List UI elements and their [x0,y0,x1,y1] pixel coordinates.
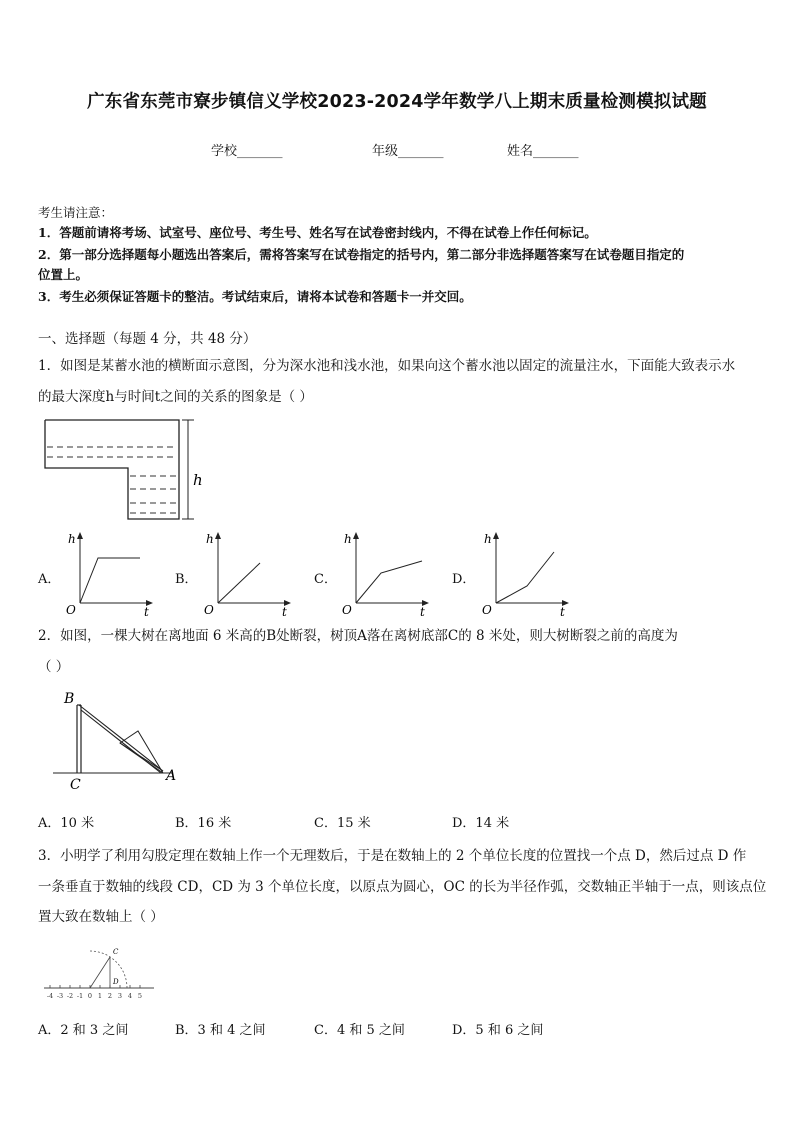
tick-label: 0 [87,992,93,1000]
option-b-t: t [282,605,287,618]
option-c-h: h [344,532,352,546]
pool-cross-section-figure [40,415,220,525]
tick-label: 3 [117,992,123,1000]
question-2-text-cont: （ ） [38,659,70,675]
option-b-h: h [206,532,214,546]
q2-option-c: C．15 米 [314,816,371,831]
q3-option-b: B．3 和 4 之间 [175,1023,266,1038]
option-c-graph [334,528,434,618]
q3-option-c: C．4 和 5 之间 [314,1023,405,1038]
option-a-o: O [66,603,76,617]
option-b-label: B． [175,572,198,587]
broken-tree-figure [48,685,188,795]
grade-field: 年级_______ [372,144,444,159]
pool-h-label: h [193,471,203,489]
label-b: B [64,691,75,707]
notice-item-2-cont: 位置上。 [38,267,89,282]
q2-option-b: B．16 米 [175,816,232,831]
section-heading: 一、选择题（每题 4 分，共 48 分） [38,331,257,347]
option-b-o: O [204,603,214,617]
tick-label: 4 [127,992,133,1000]
option-d-graph [474,528,574,618]
page-title: 广东省东莞市寮步镇信义学校2023-2024学年数学八上期末质量检测模拟试题 [87,92,707,112]
option-c-t: t [420,605,425,618]
q3-option-d: D．5 和 6 之间 [452,1023,544,1038]
school-field: 学校_______ [211,144,283,159]
question-1-text: 1．如图是某蓄水池的横断面示意图，分为深水池和浅水池，如果向这个蓄水池以固定的流量注水，下面能大致表示水 [38,358,736,374]
question-3-text-cont: 一条垂直于数轴的线段 CD，CD 为 3 个单位长度，以原点为圆心，OC 的长为半径作弧，交数轴正半轴于一点，则该点位 [38,879,767,895]
tick-label: 5 [137,992,143,1000]
notice-item-2: 2．第一部分选择题每小题选出答案后，需将答案写在试卷指定的括号内，第二部分非选择题答案写在试卷题目指定的 [38,247,685,262]
option-d-h: h [484,532,492,546]
label-a: A [166,768,177,784]
option-d-t: t [560,605,565,618]
name-field: 姓名_______ [507,144,579,159]
option-d-o: O [482,603,492,617]
notice-heading: 考生请注意： [38,205,114,220]
q2-option-a: A．10 米 [38,816,95,831]
option-c-label: C． [314,572,337,587]
label-c: C [70,777,81,793]
option-a-graph [58,528,158,618]
notice-item-1: 1．答题前请将考场、试室号、座位号、考生号、姓名写在试卷密封线内，不得在试卷上作任何标记。 [38,225,597,240]
option-a-label: A． [38,572,61,587]
option-a-h: h [68,532,76,546]
option-d-label: D． [452,572,476,587]
option-a-t: t [144,605,149,618]
tick-label: 1 [97,992,103,1000]
tick-label: -1 [76,992,84,1000]
tick-label: 2 [107,992,113,1000]
option-c-o: O [342,603,352,617]
question-3-text-cont2: 置大致在数轴上（ ） [38,909,164,925]
tick-label: -2 [66,992,74,1000]
number-line-figure [42,940,162,1006]
tick-label: -3 [56,992,64,1000]
question-1-text-cont: 的最大深度h与时间t之间的关系的图象是（ ） [38,389,313,405]
label-c-point: C [113,948,119,956]
q2-option-d: D．14 米 [452,816,510,831]
question-2-text: 2．如图，一棵大树在离地面 6 米高的B处断裂，树顶A落在离树底部C的 8 米处，则大树断裂之前的高度为 [38,628,678,644]
tick-label: -4 [46,992,54,1000]
q3-option-a: A．2 和 3 之间 [38,1023,129,1038]
label-d-point: D [113,978,119,986]
notice-item-3: 3．考生必须保证答题卡的整洁。考试结束后，请将本试卷和答题卡一并交回。 [38,289,472,304]
option-b-graph [196,528,296,618]
question-3-text: 3．小明学了利用勾股定理在数轴上作一个无理数后，于是在数轴上的 2 个单位长度的位置找一个点 D，然后过点 D 作 [38,848,747,864]
